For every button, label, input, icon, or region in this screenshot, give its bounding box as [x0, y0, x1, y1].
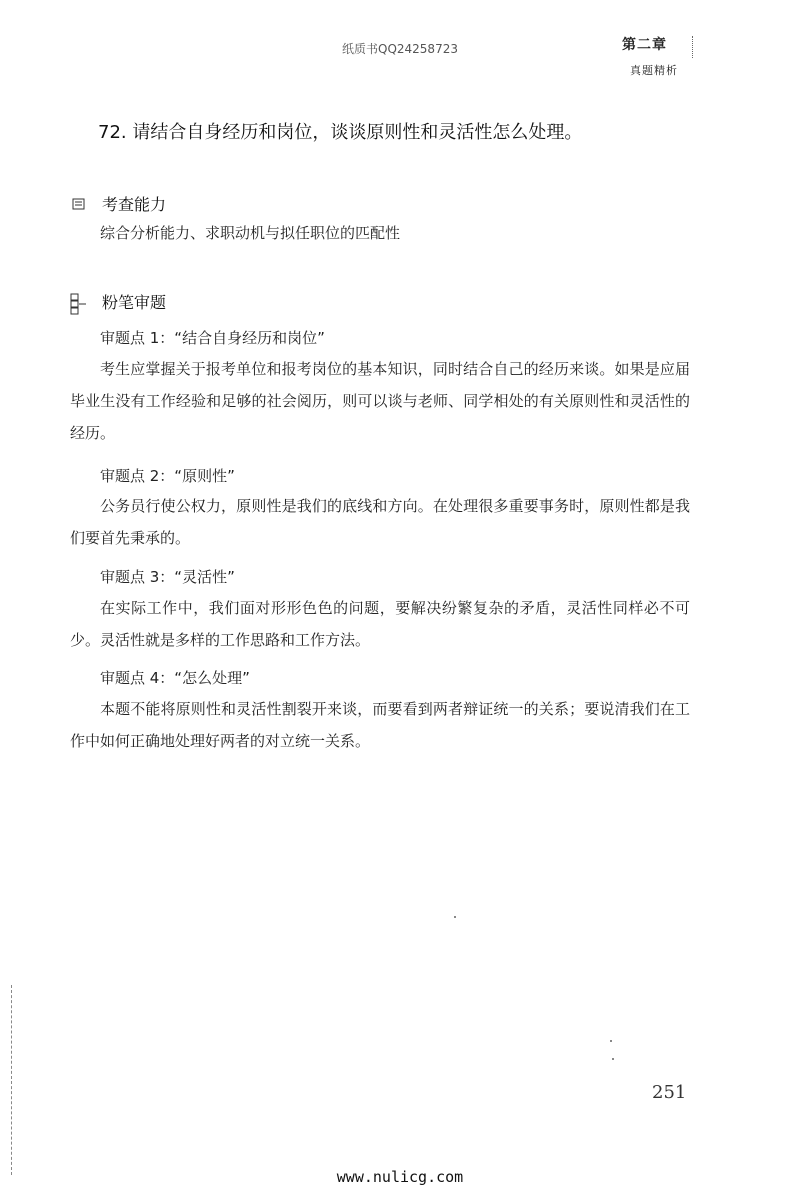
chapter-subtitle: 真题精析 [630, 64, 678, 77]
ability-heading [70, 192, 166, 215]
review-point-text: 考生应掌握关于报考单位和报考岗位的基本知识，同时结合自己的经历来谈。如果是应届毕业生没有工作经验和足够的社会阅历，则可以谈与老师、同学相处的有关原则性和灵活性的经历。 [70, 360, 690, 442]
review-point-text: 公务员行使公权力，原则性是我们的底线和方向。在处理很多重要事务时，原则性都是我们要首先秉承的。 [70, 497, 690, 547]
review-point-label: 审题点 1：“结合自身经历和岗位” [100, 329, 325, 347]
review-point-label: 审题点 4：“怎么处理” [100, 669, 250, 687]
review-heading [70, 290, 166, 313]
scan-edge-line [11, 985, 12, 1175]
review-heading-text: 粉笔审题 [102, 293, 167, 312]
ability-icon [70, 195, 88, 213]
question-title: 72. 请结合自身经历和岗位，谈谈原则性和灵活性怎么处理。 [98, 122, 583, 143]
page-number: 251 [652, 1082, 687, 1103]
chapter-title: 第二章 [622, 37, 667, 53]
scan-speck [454, 916, 456, 918]
review-point-label: 审题点 2：“原则性” [100, 467, 235, 485]
ability-text: 综合分析能力、求职动机与拟任职位的匹配性 [100, 224, 401, 242]
footer-url: www.nulicg.com [336, 1168, 464, 1186]
chapter-divider [692, 36, 695, 58]
header-watermark-text: 纸质书QQ24258723 [342, 42, 458, 56]
scan-speck [612, 1058, 614, 1060]
review-point-text: 在实际工作中，我们面对形形色色的问题，要解决纷繁复杂的矛盾，灵活性同样必不可少。灵活性就是多样的工作思路和工作方法。 [70, 599, 690, 649]
chapter-label [622, 34, 678, 78]
review-icon [70, 293, 88, 311]
ability-heading-text: 考查能力 [102, 195, 167, 214]
scan-speck [610, 1040, 612, 1042]
review-point-label: 审题点 3：“灵活性” [100, 568, 235, 586]
review-point-text: 本题不能将原则性和灵活性割裂开来谈，而要看到两者辩证统一的关系；要说清我们在工作中如何正确地处理好两者的对立统一关系。 [70, 700, 690, 750]
